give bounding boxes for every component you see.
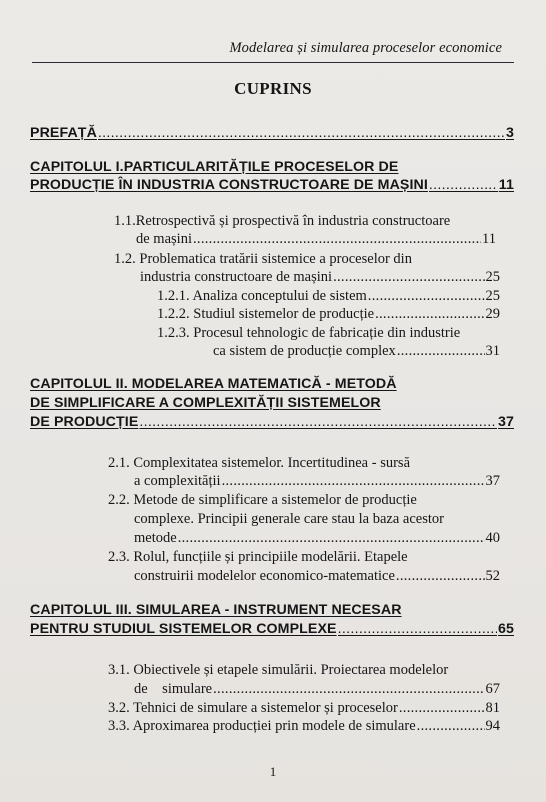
- toc-page-number: 52: [485, 568, 500, 584]
- toc-page-number: 81: [485, 700, 500, 716]
- chapter-1-title-line1: CAPITOLUL I.PARTICULARITĂȚILE PROCESELOR DE: [30, 159, 399, 175]
- toc-entry-chapter-1: [30, 176, 514, 194]
- toc-entry-section-3-3: [108, 717, 500, 735]
- dot-leader: [368, 287, 485, 305]
- toc-entry-chapter-2: [30, 413, 514, 431]
- toc-page-number: 29: [485, 306, 500, 322]
- toc-page-number: 25: [485, 288, 500, 304]
- section-3-1-line1: 3.1. Obiectivele și etapele simulării. Proiectarea modelelor: [108, 662, 449, 678]
- section-2-1-line1: 2.1. Complexitatea sistemelor. Incertitudinea - sursă: [108, 455, 411, 471]
- dot-leader: [193, 230, 481, 248]
- section-2-3-line1: 2.3. Rolul, funcțiile și principiile modelării. Etapele: [108, 549, 408, 565]
- dot-leader: [222, 472, 485, 490]
- toc-entry-section-1-2-1: [157, 287, 500, 305]
- toc-page-number: 25: [485, 269, 500, 285]
- toc-entry-section-2-1: [134, 472, 500, 490]
- chapter-2-title-line1: CAPITOLUL II. MODELAREA MATEMATICĂ - METODĂ: [30, 376, 397, 392]
- section-3-3-title: 3.3. Aproximarea producției prin modele de simulare: [108, 718, 416, 734]
- section-2-2-line2: complexe. Principii generale care stau la baza acestor: [134, 511, 444, 527]
- toc-entry-section-1-2-2: [157, 305, 500, 323]
- toc-title: CUPRINS: [234, 79, 312, 98]
- dot-leader: [178, 529, 485, 547]
- toc-entry-preface: [30, 124, 514, 142]
- toc-entry-section-3-1: [134, 680, 500, 698]
- dot-leader: [338, 620, 497, 638]
- toc-page-number: 94: [485, 718, 500, 734]
- section-3-1-line2: de simulare: [134, 681, 213, 697]
- section-2-3-line2: construirii modelelor economico-matematice: [134, 568, 395, 584]
- chapter-1-title-line2: PRODUCȚIE ÎN INDUSTRIA CONSTRUCTOARE DE MAȘINI: [30, 177, 428, 193]
- section-1-1-line2: de mașini: [136, 231, 192, 247]
- toc-entry-label: PREFAȚĂ: [30, 125, 97, 141]
- toc-page-number: 37: [498, 414, 514, 430]
- dot-leader: [397, 342, 485, 360]
- dot-leader: [333, 268, 484, 286]
- section-2-2-line1: 2.2. Metode de simplificare a sistemelor de producție: [108, 492, 417, 508]
- section-1-2-2-title: 1.2.2. Studiul sistemelor de producție: [157, 306, 375, 322]
- section-1-1-line1: 1.1.Retrospectivă și prospectivă în industria constructoare: [114, 213, 451, 229]
- toc-page-number: 67: [485, 681, 500, 697]
- toc-entry-section-1-2: [140, 268, 500, 286]
- running-header: Modelarea și simularea proceselor economice: [229, 40, 502, 56]
- dot-leader: [375, 305, 484, 323]
- dot-leader: [213, 680, 484, 698]
- dot-leader: [396, 567, 485, 585]
- header-rule: [32, 62, 514, 63]
- section-2-1-line2: a complexității: [134, 473, 221, 489]
- section-1-2-3-line2: ca sistem de producție complex: [213, 343, 396, 359]
- chapter-3-title-line1: CAPITOLUL III. SIMULAREA - INSTRUMENT NECESAR: [30, 602, 402, 618]
- toc-entry-section-1-1: [136, 230, 496, 248]
- dot-leader: [399, 699, 485, 717]
- toc-page-number: 11: [482, 231, 496, 247]
- toc-page-number: 65: [498, 621, 514, 637]
- section-3-2-title: 3.2. Tehnici de simulare a sistemelor și proceselor: [108, 700, 398, 716]
- chapter-3-title-line2: PENTRU STUDIUL SISTEMELOR COMPLEXE: [30, 621, 337, 637]
- toc-page-number: 37: [485, 473, 500, 489]
- toc-entry-section-2-3: [134, 567, 500, 585]
- toc-entry-section-3-2: [108, 699, 500, 717]
- section-1-2-1-title: 1.2.1. Analiza conceptului de sistem: [157, 288, 367, 304]
- section-1-2-3-line1: 1.2.3. Procesul tehnologic de fabricație din industrie: [157, 325, 461, 341]
- dot-leader: [429, 176, 498, 194]
- toc-page-number: 31: [485, 343, 500, 359]
- toc-entry-section-2-2: [134, 529, 500, 547]
- toc-entry-section-1-2-3: [213, 342, 500, 360]
- toc-page-number: 40: [485, 530, 500, 546]
- chapter-2-title-line2: DE SIMPLIFICARE A COMPLEXITĂȚII SISTEMELOR: [30, 395, 381, 411]
- toc-entry-chapter-3: [30, 620, 514, 638]
- dot-leader: [139, 413, 497, 431]
- dot-leader: [417, 717, 485, 735]
- toc-page-number: 3: [506, 125, 514, 141]
- chapter-2-title-line3: DE PRODUCȚIE: [30, 414, 139, 430]
- page-number: 1: [269, 764, 277, 779]
- dot-leader: [98, 124, 505, 142]
- section-2-2-line3: metode: [134, 530, 177, 546]
- toc-page-number: 11: [498, 177, 514, 193]
- section-1-2-line2: industria constructoare de mașini: [140, 269, 333, 285]
- section-1-2-line1: 1.2. Problematica tratării sistemice a proceselor din: [114, 251, 412, 267]
